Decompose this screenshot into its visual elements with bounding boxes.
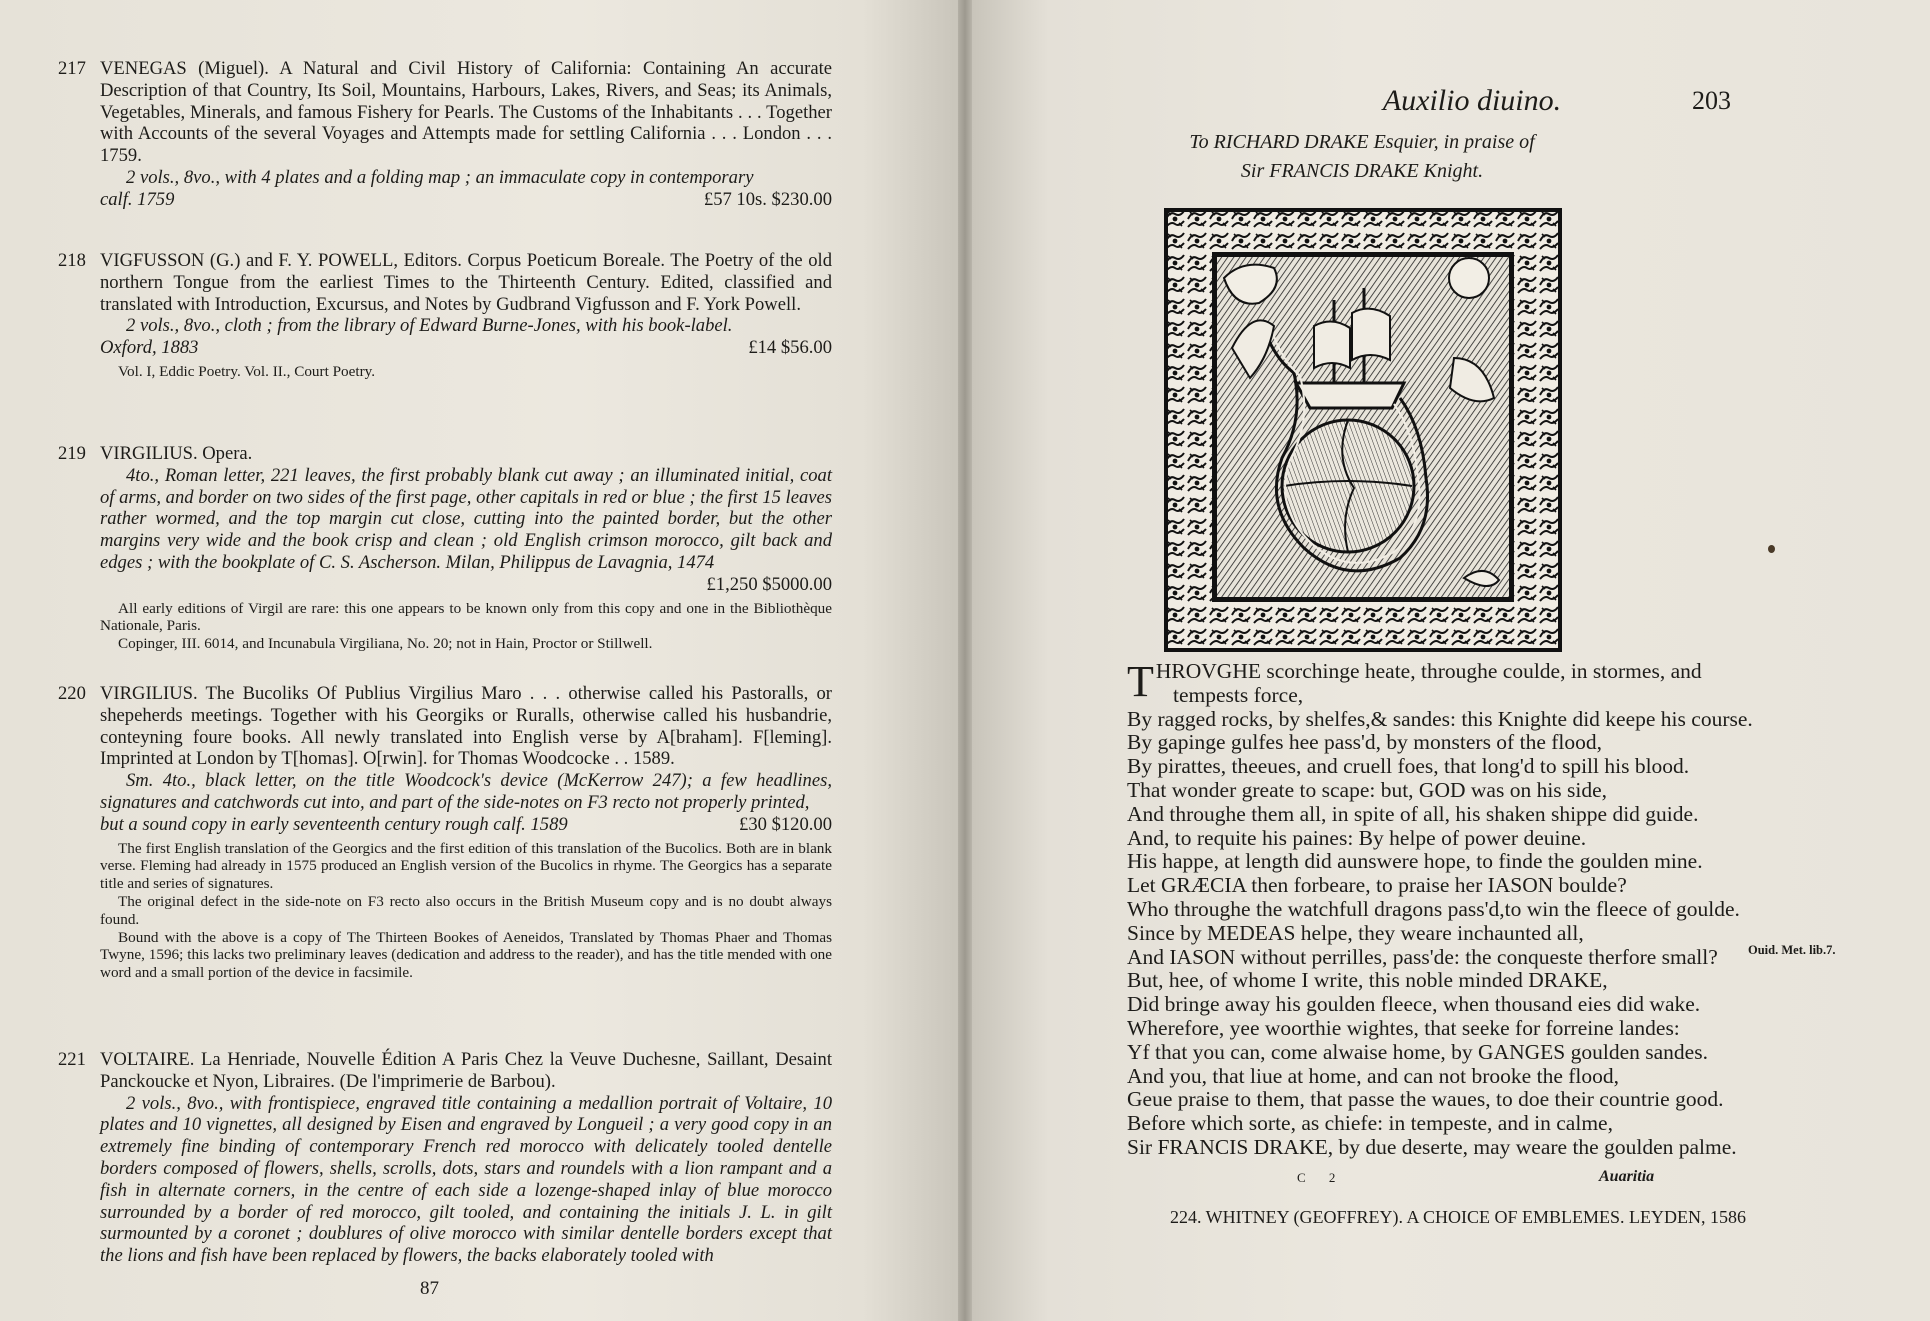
poem-line: tempests force, <box>1173 682 1304 707</box>
ink-spot <box>1768 545 1775 553</box>
entry-lead: VIRGILIUS. Opera. <box>100 443 253 464</box>
poem-line: Who throughe the watchfull dragons pass'd,to win the fleece of goulde. <box>1127 896 1740 921</box>
emblem-woodcut <box>1164 208 1562 652</box>
entry-price: £1,250 $5000.00 <box>706 573 832 595</box>
entry-price: £14 $56.00 <box>748 337 832 359</box>
signature-mark: C 2 <box>1297 1170 1346 1185</box>
poem-line-text: HROVGHE scorchinge heate, throughe coulde, in stormes, and <box>1155 659 1702 683</box>
entry-lead: VOLTAIRE. La Henriade, Nouvelle Édition A Paris Chez la Veuve Duchesne, Saillant, Desaint Panckoucke et Nyon, Libraires. (De l'imprimerie de Barbou). <box>100 1049 832 1092</box>
poem-line: By ragged rocks, by shelfes,& sandes: this Knighte did keepe his course. <box>1127 706 1753 731</box>
poem-line: By pirattes, theeues, and cruell foes, that long'd to spill his blood. <box>1127 754 1690 779</box>
entry-description: 4to., Roman letter, 221 leaves, the first probably blank cut away ; an illuminated initial, coat of arms, and border on two sides of the first page, other capitals in red or blue ; the first 15 leaves rather wormed, and the top margin cut close, cutting into the painted border, but the other margins very wide and the book crisp and clean ; old English crimson morocco, gilt back and edges ; with the bookplate of C. S. Ascherson. Milan, Philippus de Lavagnia, 1474 <box>100 464 832 573</box>
entry-number: 219 <box>58 443 86 464</box>
catalog-entry-217 <box>58 58 832 211</box>
poem-line: Since by MEDEAS helpe, they weare inchaunted all, <box>1127 920 1584 945</box>
poem-line: And throughe them all, in spite of all, his shaken shippe did guide. <box>1127 801 1699 826</box>
right-page <box>972 0 1930 1321</box>
poem-line: Wherefore, yee woorthie wightes, that seeke for forreine landes: <box>1127 1015 1680 1040</box>
entry-description-end: but a sound copy in early seventeenth century rough calf. 1589 <box>100 813 568 835</box>
entry-description: 2 vols., 8vo., cloth ; from the library of Edward Burne-Jones, with his book-label. <box>126 315 733 337</box>
entry-description: 2 vols., 8vo., with 4 plates and a folding map ; an immaculate copy in contemporary <box>126 166 754 188</box>
emblem-poem <box>1127 657 1753 1160</box>
entry-description: Sm. 4to., black letter, on the title Woodcock's device (McKerrow 247); a few headlines, signatures and catchwords cut into, and part of the side-notes on F3 recto not properly printed, <box>100 770 832 813</box>
poem-line: Yf that you can, come alwaise home, by GANGES goulden sandes. <box>1127 1039 1708 1064</box>
poem-line: Geue praise to them, that passe the waues, to doe their countrie good. <box>1127 1087 1724 1112</box>
entry-lead: VIGFUSSON (G.) and F. Y. POWELL, Editors. Corpus Poeticum Boreale. The Poetry of the old northern Tongue from the earliest Times to the Thirteenth Century. Edited, classified and translated with Introduction, Excursus, and Notes by Gudbrand Vigfusson and F. York Powell. <box>100 250 832 315</box>
entry-price: £57 10s. $230.00 <box>703 188 832 210</box>
running-head-motto: Auxilio diuino. <box>1382 84 1562 117</box>
entry-description-end: calf. 1759 <box>100 188 175 210</box>
catalog-entry-219 <box>58 443 832 653</box>
poem-line: But, hee, of whome I write, this noble minded DRAKE, <box>1127 968 1608 993</box>
poem-line: His happe, at length did aunswere hope, to finde the goulden mine. <box>1127 849 1703 874</box>
poem-line: Before which sorte, as chiefe: in tempeste, and in calme, <box>1127 1111 1613 1136</box>
left-page <box>0 0 958 1321</box>
catalog-entry-221 <box>58 1049 832 1267</box>
dedication-line: Sir FRANCIS DRAKE Knight. <box>1240 160 1484 182</box>
entry-number: 218 <box>58 250 86 271</box>
poem-line: And you, that liue at home, and can not brooke the flood, <box>1127 1063 1619 1088</box>
entry-note: Vol. I, Eddic Poetry. Vol. II., Court Poetry. <box>118 362 376 380</box>
entry-lead: VIRGILIUS. The Bucoliks Of Publius Virgilius Maro . . . otherwise called his Pastoralls, or shepeherds meetings. Together with his Georgiks or Ruralls, otherwise called his husbandrie, conteyning foure books. All newly translated into English verse by A[braham]. F[leming]. Imprinted at London by T[homas]. O[rwin]. for Thomas Woodcocke . . 1589. <box>100 683 832 770</box>
entry-number: 217 <box>58 58 86 79</box>
entry-note: The first English translation of the Georgics and the first edition of this translation of the Bucolics. Both are in blank verse. Fleming had already in 1575 produced an English version of the Bucolics in rhyme. The Georgics has a separate title and series of signatures. <box>100 839 832 893</box>
poem-line: And, to requite his paines: By helpe of power deuine. <box>1127 825 1587 850</box>
entry-number: 220 <box>58 683 86 704</box>
page-number: 87 <box>420 1278 439 1299</box>
page-number: 203 <box>1692 86 1731 115</box>
dedication-line: To RICHARD DRAKE Esquier, in praise of <box>1189 131 1535 153</box>
entry-number: 221 <box>58 1049 86 1070</box>
entry-price: £30 $120.00 <box>739 813 832 835</box>
catalog-entry-218 <box>58 250 832 381</box>
entry-note: The original defect in the side-note on F3 recto also occurs in the British Museum copy and is no doubt always found. <box>100 892 832 928</box>
entry-description: 2 vols., 8vo., with frontispiece, engraved title containing a medallion portrait of Voltaire, 10 plates and 10 vignettes, all designed by Eisen and engraved by Longueil ; a very good copy in an extremely fine binding of contemporary French red morocco with delicately tooled dentelle borders composed of flowers, shells, scrolls, dots, stars and roundels with a lion rampant and a fish in alternate corners, in the centre of each side a lozenge-shaped inlay of blue morocco surrounded by a border of red morocco, gilt tooled, and containing the initials J. L. in gilt surmounted by a coronet ; doublures of olive morocco with similar dentelle borders except that the lions and fish have been replaced by flowers, the backs elaborately tooled with <box>100 1092 832 1267</box>
book-gutter <box>958 0 972 1321</box>
drop-cap: T <box>1127 657 1154 706</box>
poem-line: That wonder greate to scape: but, GOD was on his side, <box>1127 777 1608 802</box>
poem-line: Sir FRANCIS DRAKE, by due deserte, may weare the goulden palme. <box>1127 1134 1737 1159</box>
poem-line: And IASON without perrilles, pass'de: the conqueste therfore small? <box>1127 944 1718 969</box>
plate-caption: 224. WHITNEY (GEOFFREY). A CHOICE OF EMBLEMES. LEYDEN, 1586 <box>1170 1207 1746 1227</box>
dedication <box>1152 128 1572 186</box>
entry-note: Bound with the above is a copy of The Thirteen Bookes of Aeneidos, Translated by Thomas Phaer and Thomas Twyne, 1596; this lacks two preliminary leaves (dedication and address to the reader), and has the title mended with one word and a small portion of the device in facsimile. <box>100 928 832 982</box>
poem-line: By gapinge gulfes hee pass'd, by monsters of the flood, <box>1127 730 1602 755</box>
entry-lead: VENEGAS (Miguel). A Natural and Civil History of California: Containing An accurate Description of that Country, Its Soil, Mountains, Harbours, Lakes, Rivers, and Seas; its Animals, Vegetables, Minerals, and famous Fishery for Pearls. The Customs of the Inhabitants . . . Together with Accounts of the several Voyages and Attempts made for settling California . . . London . . . 1759. <box>100 58 832 167</box>
catchword: Auaritia <box>1599 1168 1655 1185</box>
entry-note: All early editions of Virgil are rare: this one appears to be known only from this copy and one in the Bibliothèque Nationale, Paris. <box>100 599 832 635</box>
entry-description-end: Oxford, 1883 <box>100 337 199 359</box>
poem-line: Let GRÆCIA then forbeare, to praise her IASON boulde? <box>1127 873 1627 898</box>
marginal-note: Ouid. Met. lib.7. <box>1748 943 1836 957</box>
poem-line: Did bringe away his goulden fleece, when thousand eies did wake. <box>1127 992 1701 1017</box>
entry-note: Copinger, III. 6014, and Incunabula Virgiliana, No. 20; not in Hain, Proctor or Stillwell. <box>118 635 653 653</box>
catalog-entry-220 <box>58 683 832 982</box>
